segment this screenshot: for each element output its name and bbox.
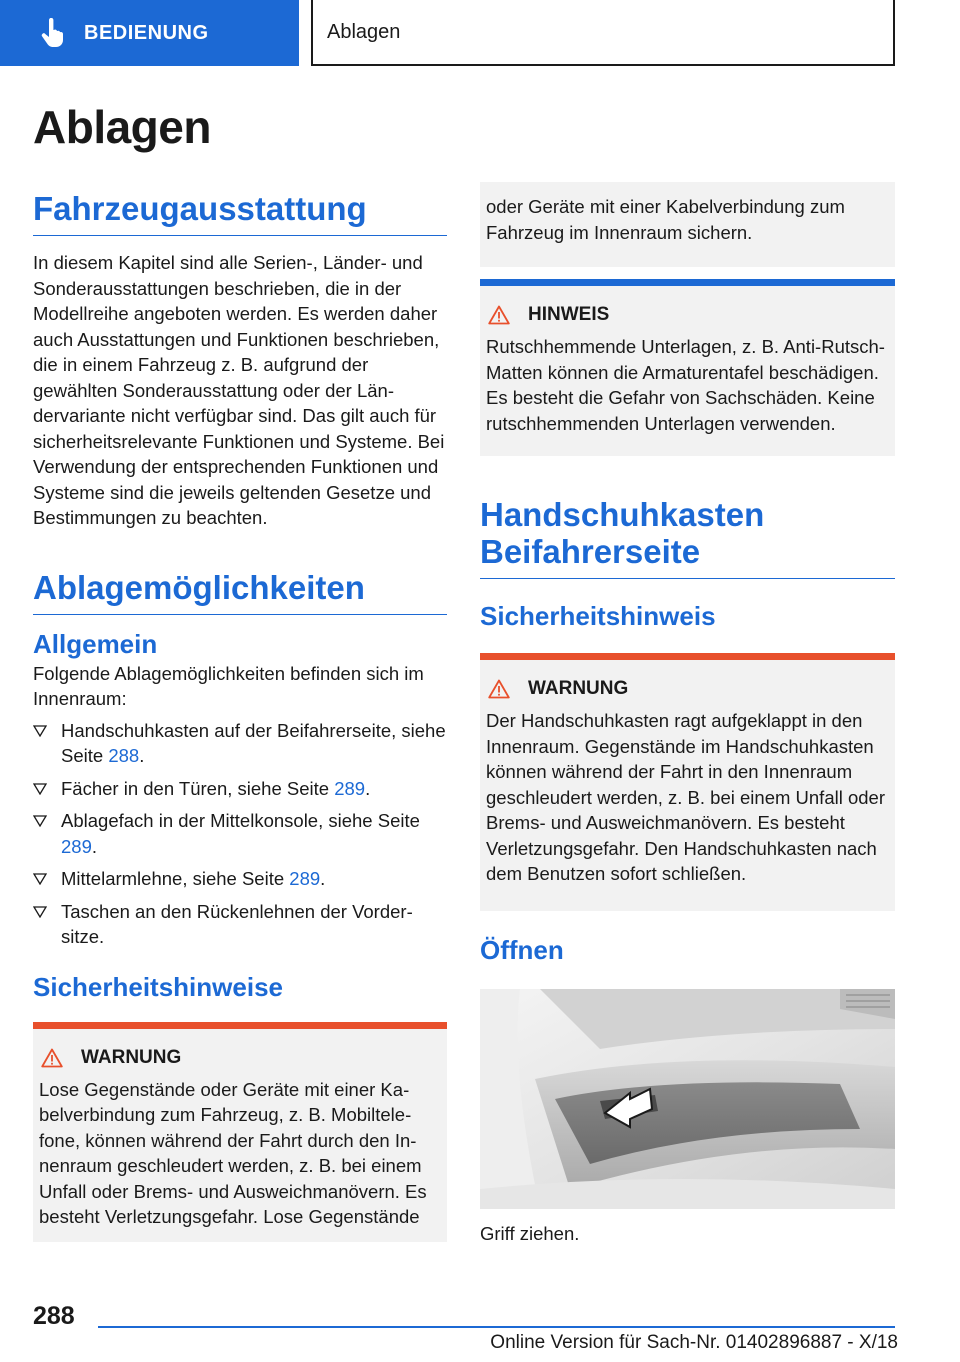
page-link[interactable]: 289 xyxy=(289,868,321,889)
page-link[interactable]: 289 xyxy=(334,777,366,799)
warning-text-continued: oder Geräte mit einer Kabelverbindung zum Fahrzeug im Innenraum sichern. xyxy=(486,196,845,243)
warning-text: Lose Gegenstände oder Geräte mit einer Kabelverbindung zum Fahrzeug, z. B. Mobiltelefone, können während der Fahrt durch den Innenraum geschleudert werden, z. B. bei einem Unfall oder Brems- und Ausweichmanövern. Es besteht Verletzungsgefahr. Lose Gegenstände xyxy=(39,1078,427,1227)
list-item: Mittelarmlehne, siehe Seite 289. xyxy=(33,866,447,892)
page-header xyxy=(0,0,960,66)
list-item: Taschen an den Rückenlehnen der Vordersitze. xyxy=(33,899,447,950)
paragraph-fahrzeugausstattung: In diesem Kapitel sind alle Serien-, Länder- und Sonderausstattungen beschrieben, die in der Modellreihe angeboten werden. Es werden daher auch Ausstattungen und Funktionen beschrieben, die in einem Fahrzeug z. B. aufgrund der gewählten Sonderausstattung oder der Ländervariante nicht verfügbar sind. Das gilt auch für sicherheitsrelevante Funktionen und Systeme. Bei Verwendung der entsprechenden Funktionen und Systeme sind die jeweils geltenden Gesetze und Bestimmungen zu beachten. xyxy=(33,252,445,528)
notice-box xyxy=(480,279,895,456)
list-item: Fächer in den Türen, siehe Seite 289. xyxy=(33,776,447,802)
notice-header xyxy=(486,304,889,326)
warning-triangle-icon xyxy=(488,679,510,699)
right-column xyxy=(480,182,895,1246)
heading-oeffnen: Öffnen xyxy=(480,934,564,965)
glovebox-photo xyxy=(480,989,895,1209)
notice-title: HINWEIS xyxy=(528,304,610,325)
heading-sicherheitshinweise: Sicherheitshinweise xyxy=(33,971,283,1002)
heading-fahrzeugausstattung: Fahrzeugausstattung xyxy=(33,190,447,236)
paragraph-allgemein: Folgende Ablagemöglichkeiten befinden sich im Innenraum: xyxy=(33,662,424,709)
triangle-bullet-icon xyxy=(33,815,47,827)
page-title: Ablagen xyxy=(33,101,211,153)
warning-triangle-icon xyxy=(41,1048,63,1068)
triangle-bullet-icon xyxy=(33,873,47,885)
warning-triangle-icon xyxy=(488,305,510,325)
warning-text: Der Handschuhkasten ragt aufgeklappt in den Innenraum. Gegenstände im Handschuhkasten können während der Fahrt in den Innenraum geschleudert werden, z. B. bei einem Unfall oder Brems- und Ausweichmanövern. Es besteht Verletzungsgefahr. Den Handschuhkasten nach dem Benutzen sofort schließen. xyxy=(486,710,885,884)
warning-title: WARNUNG xyxy=(81,1046,182,1068)
section-label: BEDIENUNG xyxy=(84,21,209,44)
warning-header xyxy=(39,1047,441,1069)
warning-box xyxy=(33,1022,447,1242)
warning-box-handschuhkasten xyxy=(480,653,895,911)
heading-sicherheitshinweis: Sicherheitshinweis xyxy=(480,601,716,631)
warning-title: WARNUNG xyxy=(528,678,629,699)
triangle-bullet-icon xyxy=(33,906,47,918)
left-column xyxy=(33,190,447,1242)
glovebox-illustration xyxy=(480,989,895,1209)
heading-ablagemoeglichkeiten: Ablagemöglichkeiten xyxy=(33,569,447,615)
warning-header xyxy=(486,678,889,700)
list-item: Handschuhkasten auf der Beifahrerseite, siehe Seite 288. xyxy=(33,718,447,769)
online-version-note: Online Version für Sach-Nr. 01402896887 - X/18 xyxy=(490,1332,898,1353)
warning-box-continued xyxy=(480,182,895,267)
footer-divider xyxy=(98,1326,895,1328)
hand-pointer-icon xyxy=(40,18,66,48)
page-number: 288 xyxy=(33,1302,75,1330)
notice-text: Rutschhemmende Unterlagen, z. B. Anti-Rutsch-Matten können die Armaturentafel beschädigen. Es besteht die Gefahr von Sachschäden. Keine rutschhemmenden Unterlagen verwenden. xyxy=(486,336,885,434)
heading-allgemein: Allgemein xyxy=(33,628,158,659)
triangle-bullet-icon xyxy=(33,783,47,795)
photo-caption: Griff ziehen. xyxy=(480,1222,580,1244)
triangle-bullet-icon xyxy=(33,725,47,737)
list-item: Ablagefach in der Mittelkonsole, siehe Seite 289. xyxy=(33,808,447,859)
page-link[interactable]: 289 xyxy=(61,835,92,857)
chapter-label: Ablagen xyxy=(327,20,401,43)
page-link[interactable]: 288 xyxy=(108,745,140,766)
chapter-tab[interactable] xyxy=(311,0,895,66)
section-tab[interactable] xyxy=(0,0,299,66)
heading-handschuhkasten: Handschuhkasten Beifahrerseite xyxy=(480,496,895,579)
storage-list xyxy=(33,718,447,950)
